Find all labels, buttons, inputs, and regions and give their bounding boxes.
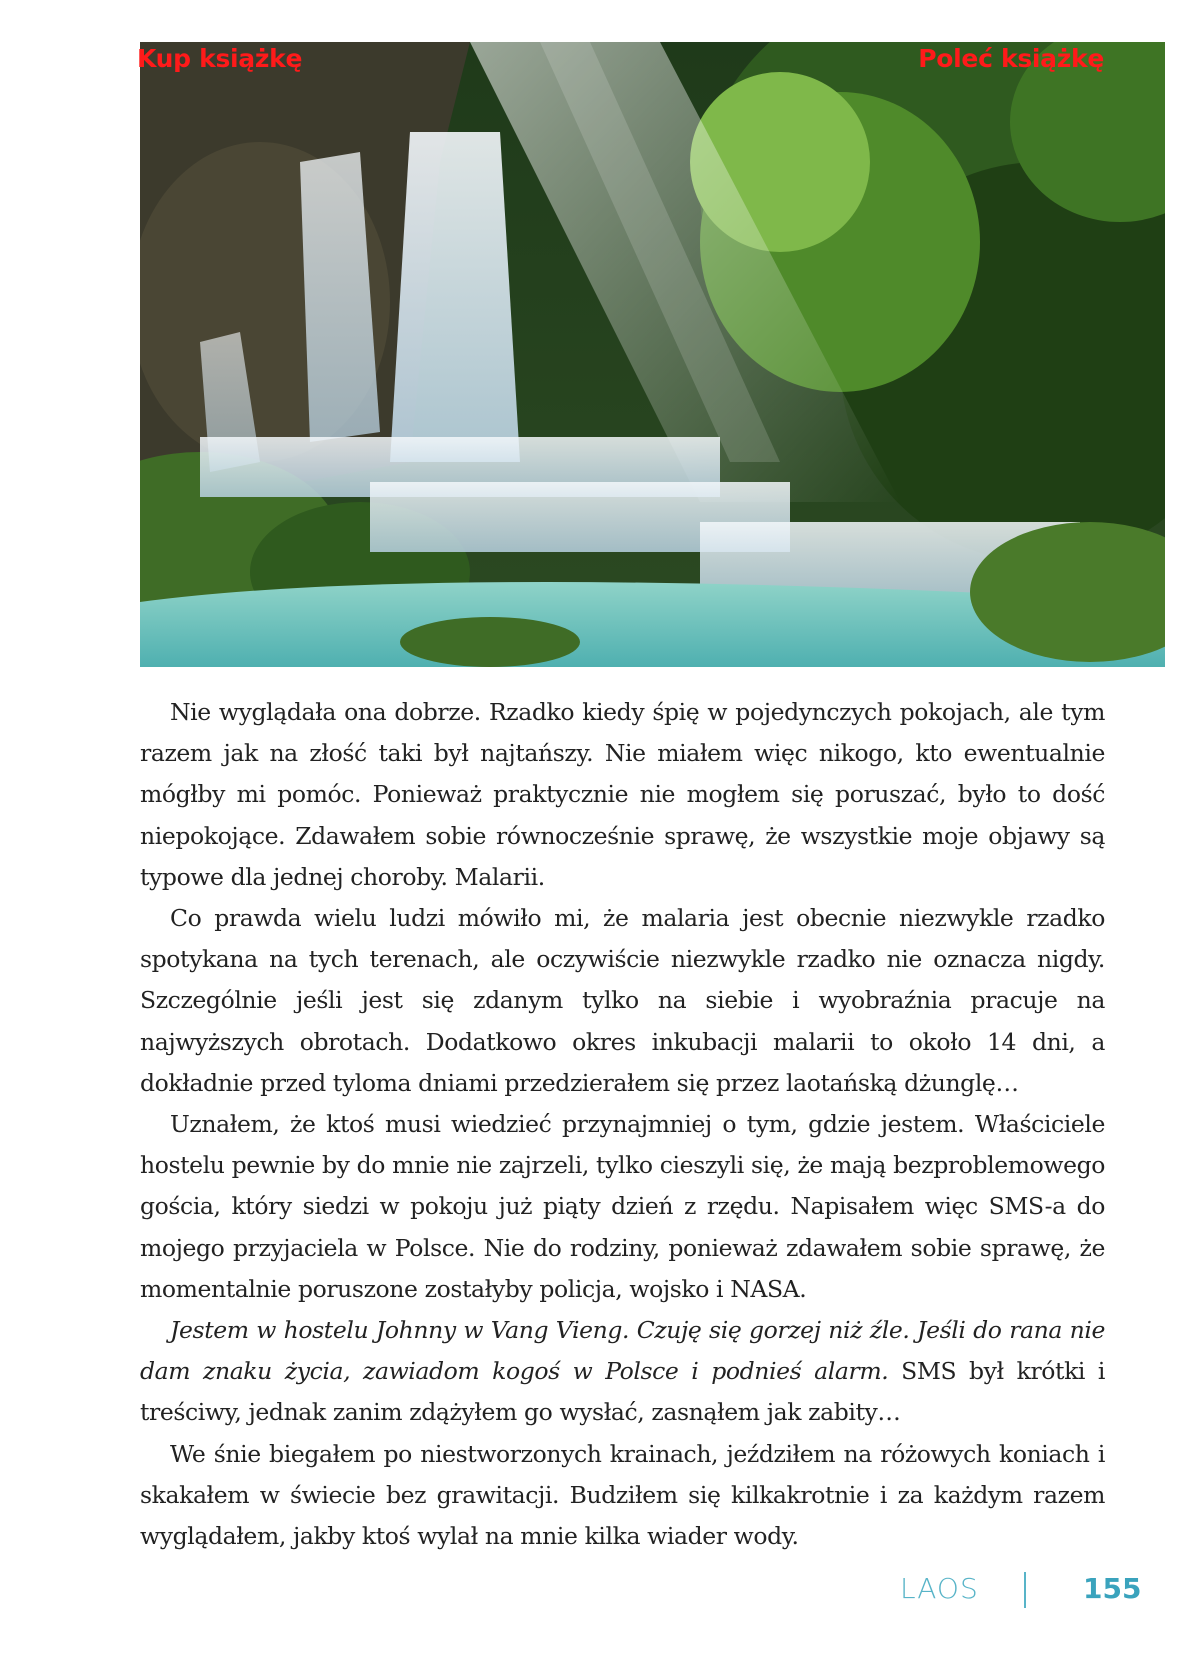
body-text bbox=[140, 692, 1105, 1557]
paragraph: We śnie biegałem po niestworzonych krainach, jeździłem na różowych koniach i skakałem w świecie bez grawitacji. Budziłem się kilkakrotnie i za każdym razem wyglądałem, jakby ktoś wylał na mnie kilka wiader wody. bbox=[140, 1439, 1105, 1551]
paragraph bbox=[140, 1310, 1105, 1434]
page-number: 155 bbox=[1083, 1572, 1142, 1605]
footer-divider bbox=[1024, 1572, 1026, 1608]
sms-quote: Jestem w hostelu Johnny w Vang Vieng. Czuję się gorzej niż źle. Jeśli do rana nie dam znaku życia, zawiadom kogoś w Polsce i podnieś alarm. bbox=[140, 1316, 1105, 1386]
buy-book-link[interactable]: Kup książkę bbox=[137, 44, 303, 73]
running-footer-section: LAOS bbox=[900, 1572, 979, 1605]
paragraph-rest: SMS był krótki i treściwy, jednak zanim zdążyłem go wysłać, zasnąłem jak zabity… bbox=[140, 1357, 1105, 1427]
waterfall-photo bbox=[140, 42, 1165, 667]
paragraph: Nie wyglądała ona dobrze. Rzadko kiedy śpię w pojedynczych pokojach, ale tym razem jak na złość taki był najtańszy. Nie miałem więc nikogo, kto ewentualnie mógłby mi pomóc. Ponieważ praktycznie nie mogłem się poruszać, było to dość niepokojące. Zdawałem sobie równocześnie sprawę, że wszystkie moje objawy są typowe dla jednej choroby. Malarii. bbox=[140, 698, 1105, 891]
paragraph: Uznałem, że ktoś musi wiedzieć przynajmniej o tym, gdzie jestem. Właściciele hostelu pewnie by do mnie nie zajrzeli, tylko cieszyli się, że mają bezproblemowego gościa, który siedzi w pokoju już piąty dzień z rzędu. Napisałem więc SMS-a do mojego przyjaciela w Polsce. Nie do rodziny, ponieważ zdawałem sobie sprawę, że momentalnie poruszone zostałyby policja, wojsko i NASA. bbox=[140, 1110, 1105, 1303]
recommend-book-link[interactable]: Poleć książkę bbox=[918, 44, 1104, 73]
paragraph: Co prawda wielu ludzi mówiło mi, że malaria jest obecnie niezwykle rzadko spotykana na tych terenach, ale oczywiście niezwykle rzadko nie oznacza nigdy. Szczególnie jeśli jest się zdanym tylko na siebie i wyobraźnia pracuje na najwyższych obrotach. Dodatkowo okres inkubacji malarii to około 14 dni, a dokładnie przed tyloma dniami przedzierałem się przez laotańską dżunglę… bbox=[140, 904, 1105, 1097]
